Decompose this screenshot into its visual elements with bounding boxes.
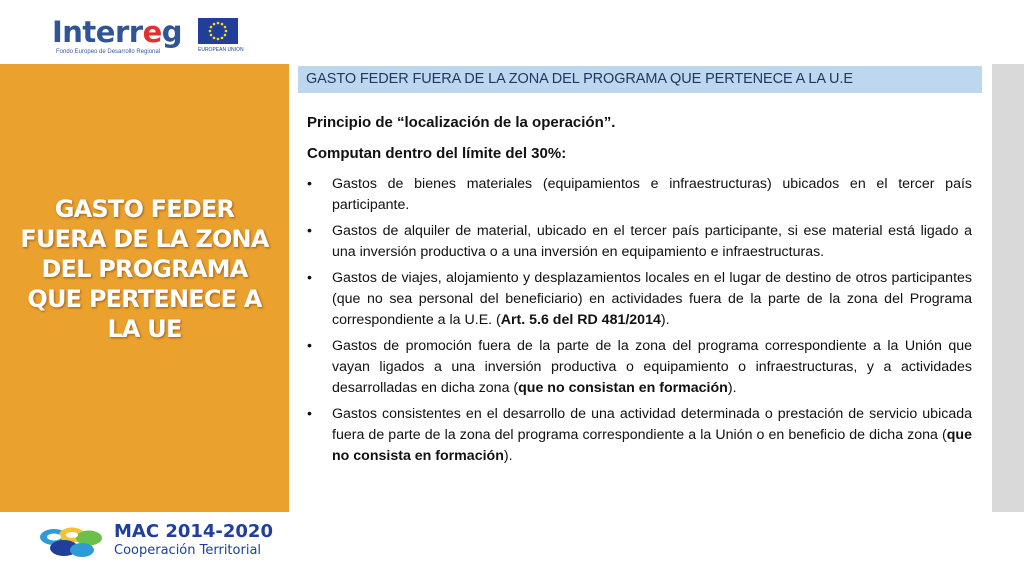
eu-label: EUROPEAN UNION <box>198 47 244 53</box>
list-item <box>307 336 972 399</box>
list-item-bold: que no consista en formación <box>332 427 972 464</box>
list-item <box>307 221 972 263</box>
list-item-text-end: ). <box>727 380 737 396</box>
list-item-text: Gastos de alquiler de material, ubicado en el tercer país participante, si ese material está ligado a una inversión productiva o a una inversión en equipamiento e infraestructuras. <box>332 223 972 260</box>
eu-flag-icon <box>198 18 238 44</box>
interreg-logo <box>52 16 242 60</box>
list-item-text: Gastos de bienes materiales (equipamientos e infraestructuras) ubicados en el tercer país participante. <box>332 176 972 213</box>
bullet-icon: • <box>307 338 312 354</box>
list-item <box>307 268 972 331</box>
list-item-bold: Art. 5.6 del RD 481/2014 <box>500 312 661 328</box>
section-header <box>298 66 982 93</box>
interreg-wordmark: Interreg <box>52 15 183 49</box>
bullet-list <box>307 174 972 467</box>
interreg-subtitle: Fondo Europeo de Desarrollo Regional <box>56 49 161 55</box>
list-item-text-end: ). <box>503 448 513 464</box>
list-item <box>307 404 972 467</box>
list-item-text-end: ). <box>660 312 670 328</box>
list-item <box>307 174 972 216</box>
mac-rings-icon <box>34 521 110 565</box>
bullet-icon: • <box>307 176 312 192</box>
mac-title: MAC 2014-2020 <box>114 521 273 542</box>
list-item-text: Gastos de viajes, alojamiento y desplazamientos locales en el lugar de destino de otros participantes (que no sea personal del beneficiario) en actividades fuera de la parte de la zona del Programa correspondiente a la U.E. ( <box>332 270 972 328</box>
left-title-panel <box>0 64 289 512</box>
slide-title: GASTO FEDER FUERA DE LA ZONA DEL PROGRAMA QUE PERTENECE A LA UE <box>20 195 269 343</box>
list-item-text: Gastos de promoción fuera de la parte de la zona del programa correspondiente a la Unión que vayan ligados a una inversión productiva o equipamiento o infraestructuras, y a actividades desarrolladas en dicha zona ( <box>332 338 972 396</box>
mac-subtitle: Cooperación Territorial <box>114 543 262 558</box>
right-decor-strip <box>992 64 1024 512</box>
lead-principle: Principio de “localización de la operación”. <box>307 114 616 131</box>
bullet-icon: • <box>307 406 312 422</box>
bullet-icon: • <box>307 270 312 286</box>
lead-limit: Computan dentro del límite del 30%: <box>307 145 567 162</box>
slide-content <box>307 112 972 472</box>
list-item-text: Gastos consistentes en el desarrollo de una actividad determinada o prestación de servicio ubicada fuera de parte de la zona del programa correspondiente a la Unión o en beneficio de dicha zona ( <box>332 406 972 443</box>
bullet-icon: • <box>307 223 312 239</box>
list-item-bold: que no consistan en formación <box>518 380 728 396</box>
mac-logo <box>34 521 274 565</box>
section-header-text: GASTO FEDER FUERA DE LA ZONA DEL PROGRAMA QUE PERTENECE A LA U.E <box>306 71 853 87</box>
